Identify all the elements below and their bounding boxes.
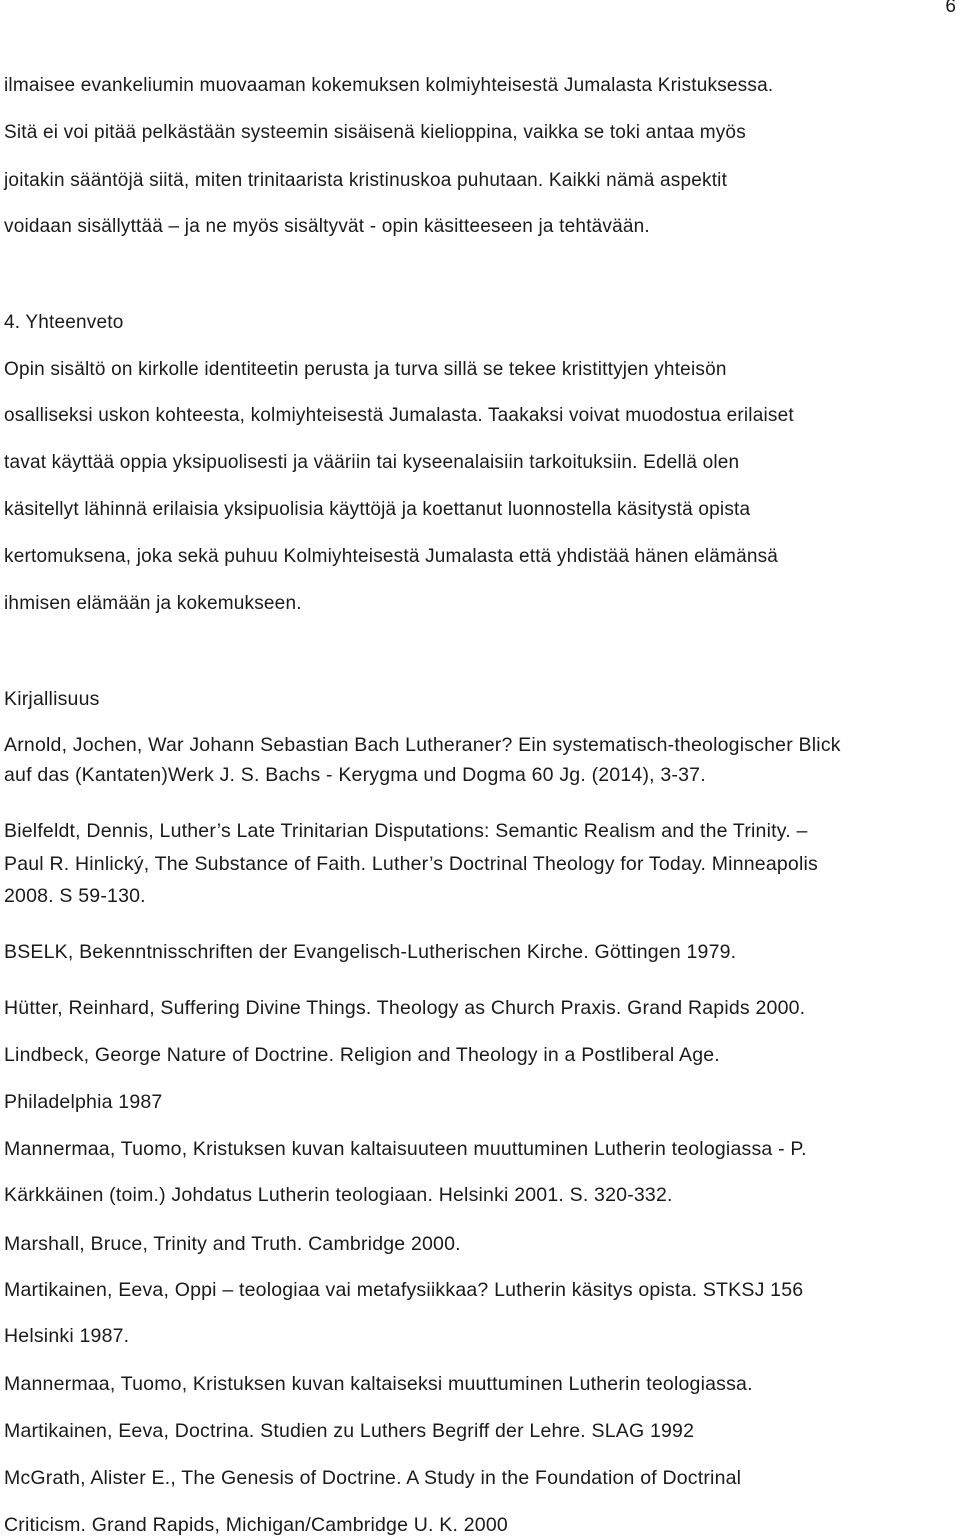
reference-line: Marshall, Bruce, Trinity and Truth. Cambridge 2000.: [4, 1233, 461, 1255]
reference-line: Philadelphia 1987: [4, 1091, 163, 1113]
text-line: ihmisen elämään ja kokemukseen.: [4, 593, 302, 614]
reference-line: Mannermaa, Tuomo, Kristuksen kuvan kaltaiseksi muuttuminen Lutherin teologiassa.: [4, 1373, 753, 1395]
reference-line: Paul R. Hinlický, The Substance of Faith. Luther’s Doctrinal Theology for Today. Minneapolis: [4, 853, 818, 875]
reference-line: Martikainen, Eeva, Oppi – teologiaa vai metafysiikkaa? Lutherin käsitys opista. STKSJ 156: [4, 1279, 804, 1301]
reference-line: Lindbeck, George Nature of Doctrine. Religion and Theology in a Postliberal Age.: [4, 1044, 720, 1066]
page-number: 6: [945, 0, 956, 17]
reference-line: Mannermaa, Tuomo, Kristuksen kuvan kaltaisuuteen muuttuminen Lutherin teologiassa - P.: [4, 1138, 807, 1160]
text-line: ilmaisee evankeliumin muovaaman kokemuksen kolmiyhteisestä Jumalasta Kristuksessa.: [4, 75, 774, 96]
reference-line: Criticism. Grand Rapids, Michigan/Cambridge U. K. 2000: [4, 1514, 508, 1536]
section-heading: 4. Yhteenveto: [4, 312, 124, 333]
text-line: kertomuksena, joka sekä puhuu Kolmiyhteisestä Jumalasta että yhdistää hänen elämänsä: [4, 546, 779, 567]
reference-line: BSELK, Bekenntnisschriften der Evangelisch-Lutherischen Kirche. Göttingen 1979.: [4, 941, 737, 963]
text-line: Opin sisältö on kirkolle identiteetin perusta ja turva sillä se tekee kristittyjen yhteisön: [4, 359, 727, 380]
reference-line: auf das (Kantaten)Werk J. S. Bachs - Kerygma und Dogma 60 Jg. (2014), 3-37.: [4, 764, 706, 786]
reference-line: Kärkkäinen (toim.) Johdatus Lutherin teologiaan. Helsinki 2001. S. 320-332.: [4, 1184, 673, 1206]
text-line: käsitellyt lähinnä erilaisia yksipuolisia käyttöjä ja koettanut luonnostella käsitystä opista: [4, 499, 751, 520]
text-line: voidaan sisällyttää – ja ne myös sisältyvät - opin käsitteeseen ja tehtävään.: [4, 216, 650, 237]
bibliography-heading: Kirjallisuus: [4, 688, 100, 710]
text-line: osalliseksi uskon kohteesta, kolmiyhteisestä Jumalasta. Taakaksi voivat muodostua erilaiset: [4, 405, 794, 426]
reference-line: Helsinki 1987.: [4, 1325, 130, 1347]
reference-line: McGrath, Alister E., The Genesis of Doctrine. A Study in the Foundation of Doctrinal: [4, 1467, 742, 1489]
reference-line: Hütter, Reinhard, Suffering Divine Things. Theology as Church Praxis. Grand Rapids 2000.: [4, 997, 806, 1019]
text-line: tavat käyttää oppia yksipuolisesti ja vääriin tai kyseenalaisiin tarkoituksiin. Edellä olen: [4, 452, 740, 473]
reference-line: Martikainen, Eeva, Doctrina. Studien zu Luthers Begriff der Lehre. SLAG 1992: [4, 1420, 695, 1442]
text-line: Sitä ei voi pitää pelkästään systeemin sisäisenä kielioppina, vaikka se toki antaa myös: [4, 122, 746, 143]
reference-line: 2008. S 59-130.: [4, 885, 146, 907]
reference-line: Bielfeldt, Dennis, Luther’s Late Trinitarian Disputations: Semantic Realism and the Trinity. –: [4, 820, 808, 842]
text-line: joitakin sääntöjä siitä, miten trinitaarista kristinuskoa puhutaan. Kaikki nämä aspektit: [4, 170, 728, 191]
reference-line: Arnold, Jochen, War Johann Sebastian Bach Lutheraner? Ein systematisch-theologischer Blick: [4, 734, 841, 756]
